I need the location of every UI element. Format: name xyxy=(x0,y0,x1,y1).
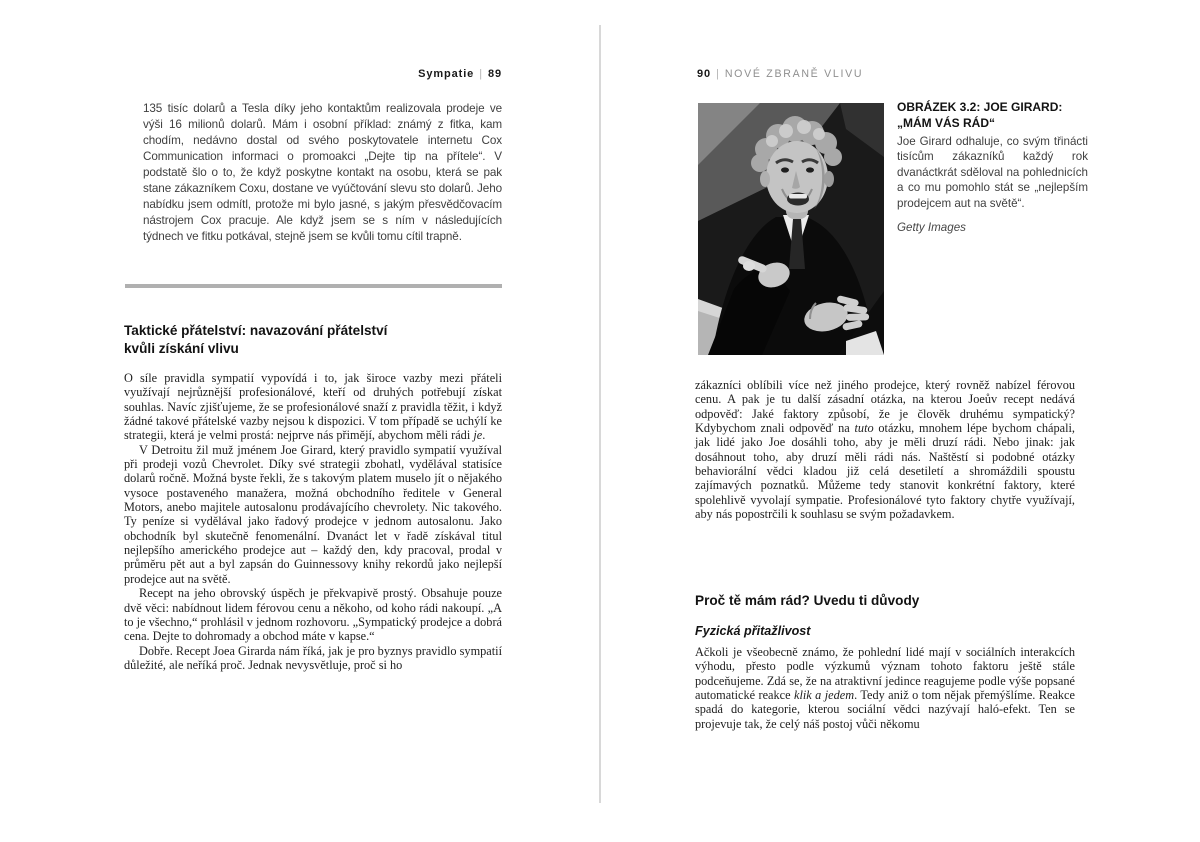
paragraph: Recept na jeho obrovský úspěch je překvapivě prostý. Obsahuje pouze dvě věci: nabídnout lidem férovou cenu a někoho, od koho rádi nakoupí. „A to je všechno,“ prohlásil v jednom rozhovoru. „Sympatický prodejce a dobrá cena. Dejte to dohromady a obchod máte v kapse.“ xyxy=(124,586,502,644)
left-header-separator: | xyxy=(479,68,483,80)
page-gutter-divider xyxy=(599,25,601,803)
right-section-heading: Proč tě mám rád? Uvedu ti důvody xyxy=(695,593,920,608)
figure-caption-text: Joe Girard odhaluje, co svým třinácti tisícům zákazníků každý rok dvanáctkrát sděloval na pohlednicích a co mu pomohlo stát se „nejlepším prodejcem aut na světě“. xyxy=(897,135,1088,210)
paragraph: O síle pravidla sympatií vypovídá i to, jak široce vazby mezi přáteli využívají nejrůznější profesionálové, kteří od druhých potřebují získat souhlas. Navíc zjišťujeme, že se profesionálové snaží z pravidla těžit, i když žádné takové přátelské vazby nejsou k dispozici. V tom případě se uchýlí ke strategii, která je velmi prostá: nejprve nás přimějí, abychom měli rádi je. xyxy=(124,371,502,443)
figure-photo-joe-girard xyxy=(698,103,884,355)
right-subsection-heading: Fyzická přitažlivost xyxy=(695,624,811,638)
left-section-heading xyxy=(124,322,502,358)
heading-line: Taktické přátelství: navazování přátelství xyxy=(124,323,388,338)
figure-caption xyxy=(897,100,1088,234)
paragraph: Dobře. Recept Joea Girarda nám říká, jak je pro byznys pravidlo sympatií důležité, ale neříká proč. Jednak nevysvětluje, proč si ho xyxy=(124,643,502,672)
excerpt-block: 135 tisíc dolarů a Tesla díky jeho kontaktům realizovala prodeje ve výši 16 milionů dolarů. Mám i osobní příklad: známý z fitka, kam chodím, nedávno dostal od svého poskytovatele internetu Cox Communication informaci o promoakci „Dejte tip na přítele“. V podstatě šlo o to, že když poskytne kontakt na osobu, která se pak stane zákazníkem Coxu, dostane ve vyúčtování slevu sto dolarů. Jeho nabídku jsem odmítl, protože mi bylo jasné, s jakým přesvědčovacím nástrojem Cox pracuje. Ale když jsem se s ním v následujících týdnech ve fitku potkával, stejně jsem se kvůli tomu cítil trapně. xyxy=(143,102,502,243)
right-header-page-number: 90 xyxy=(697,68,712,80)
right-body-text-top xyxy=(695,378,1075,521)
left-running-header xyxy=(125,68,502,80)
section-divider-rule xyxy=(125,284,502,288)
right-running-header xyxy=(697,68,863,80)
joe-girard-portrait-illustration xyxy=(698,103,884,355)
figure-caption-title xyxy=(897,100,1088,131)
paragraph: V Detroitu žil muž jménem Joe Girard, který pravidlo sympatií využíval při prodeji vozů Chevrolet. Díky své strategii zbohatl, vydělával statisíce dolarů ročně. Možná byste řekli, že s takovým platem muselo jít o nějakého vysoce postaveného manažera, možná obchodního ředitele v General Motors, anebo majitele autosalonu prodávajícího chevrolety. Nic takového. Ty peníze si vydělával jako řadový prodejce v jednom autosalonu. Jako obchodník byl skutečně fenomenální. Dvanáct let v řadě získával titul nejlepšího amerického prodejce aut – každý den, kdy pracoval, prodal v průměru pět aut a byl zapsán do Guinnessovy knihy rekordů jako nejlepší prodejce aut na světě. xyxy=(124,442,502,586)
right-header-separator: | xyxy=(716,68,720,80)
left-header-page-number: 89 xyxy=(487,68,502,80)
paragraph: Ačkoli je všeobecně známo, že pohlední lidé mají v sociálních interakcích výhodu, přesto podle výzkumů význam tohoto faktoru ještě stále podceňujeme. Zdá se, že na atraktivní jedince reagujeme podle výše popsané automatické reakce klik a jedem. Tedy aniž o tom nějak přemýšlíme. Reakce spadá do kategorie, kterou sociální vědci nazývají haló-efekt. Ten se projevuje tak, že celý náš postoj vůči někomu xyxy=(695,645,1075,731)
right-header-book-title: NOVÉ ZBRANĚ VLIVU xyxy=(724,68,864,80)
figure-photo-credit: Getty Images xyxy=(897,221,966,235)
left-header-chapter-title: Sympatie xyxy=(418,68,475,80)
paragraph: zákazníci oblíbili více než jiného prodejce, který rovněž nabízel férovou cenu. A pak je tu další zásadní otázka, na kterou Joeův recept nedává odpověď: Jaké faktory způsobí, že je člověk druhému sympatický? Kdybychom znali odpověď na tuto otázku, mnohem lépe bychom chápali, jak lidé jako Joe dosáhli toho, aby je měli druzí rádi. Nebo jinak: jak dosáhnout toho, aby druzí měli rádi nás. Naštěstí si podobné otázky behaviorální vědci kladou již celá desetiletí a shromáždili spoustu zajímavých poznatků. Můžeme tedy stanovit konkrétní faktory, které spolehlivě vyvolají sympatie. Profesionálové tyto faktory chytře využívají, aby nás popostrčili k souhlasu se svým požadavkem. xyxy=(695,378,1076,522)
heading-line: OBRÁZEK 3.2: JOE GIRARD: xyxy=(897,100,1063,114)
heading-line: „MÁM VÁS RÁD“ xyxy=(897,115,995,130)
left-body-text xyxy=(124,371,502,672)
heading-line: kvůli získání vlivu xyxy=(124,341,239,356)
right-body-text-bottom xyxy=(695,645,1075,731)
